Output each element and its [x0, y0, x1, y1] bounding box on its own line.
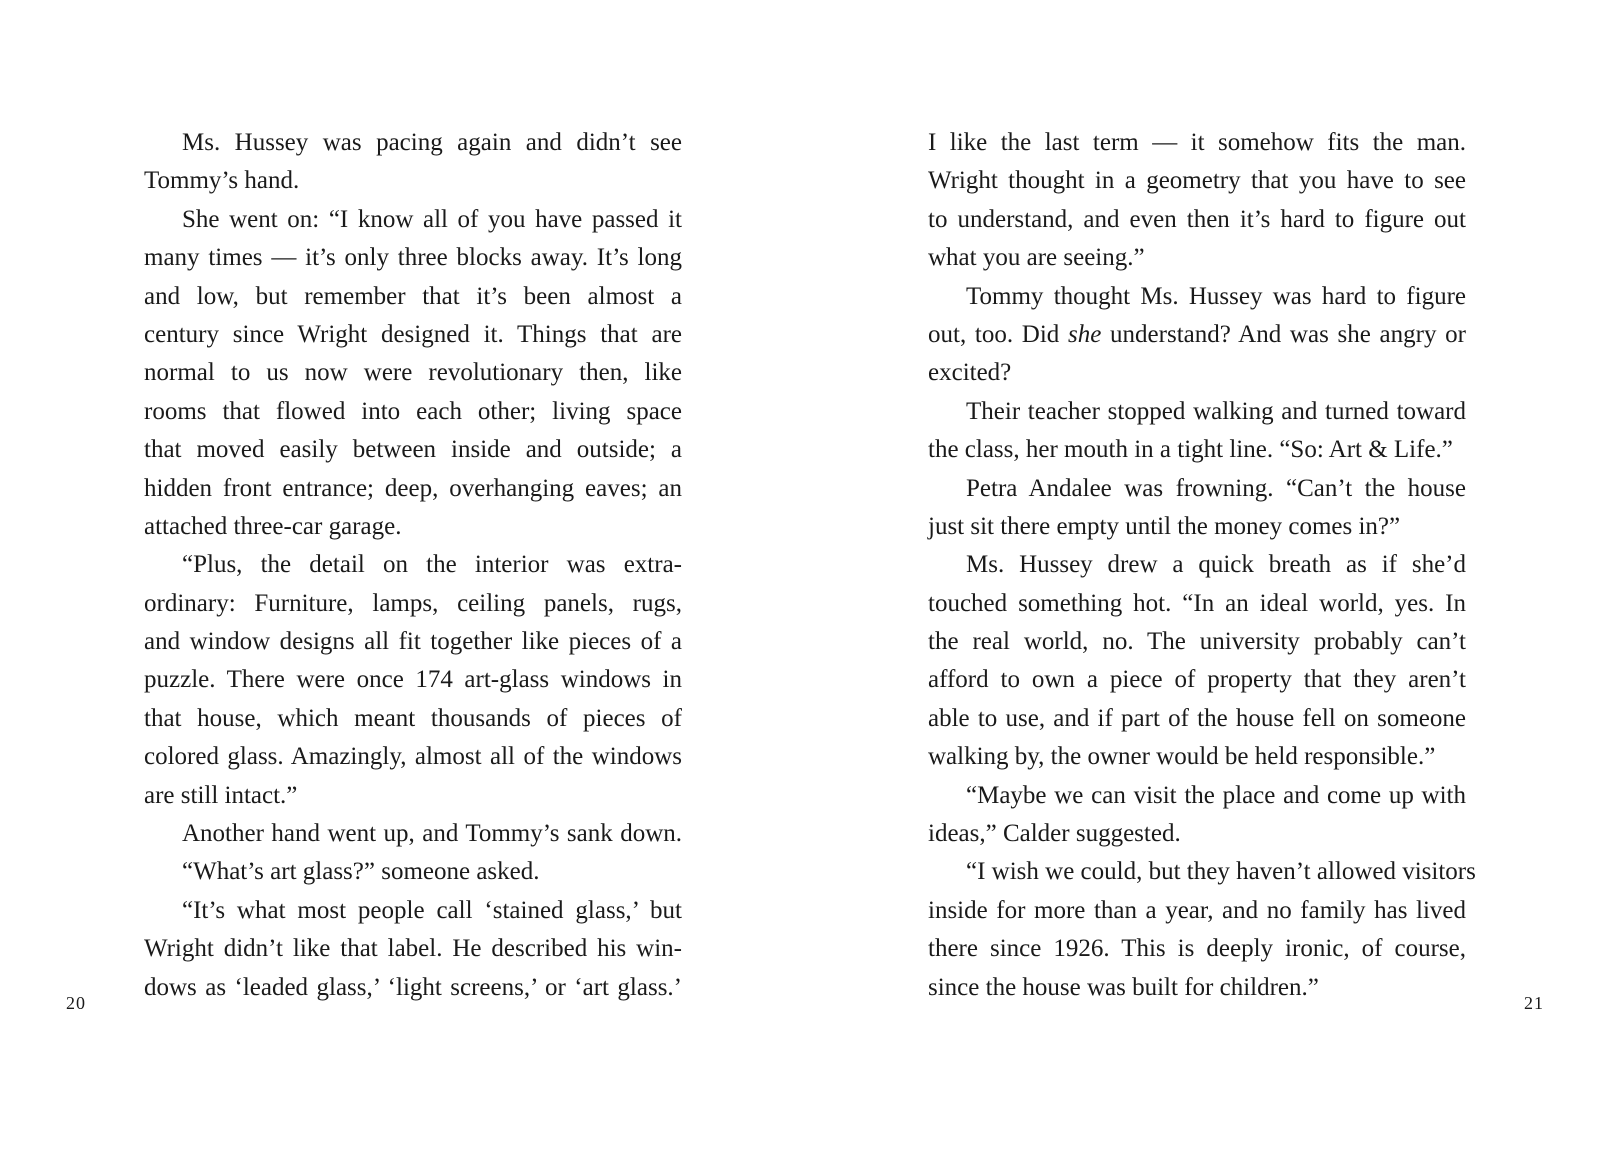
text-line: puzzle. There were once 174 art-glass windows in: [144, 666, 682, 694]
text-line: Ms. Hussey was pacing again and didn’t see: [182, 129, 682, 156]
right-page-text: [928, 124, 1476, 1007]
text-line: normal to us now were revolutionary then, like: [144, 359, 682, 387]
text-line: Tommy’s hand.: [144, 167, 300, 195]
text-line: that moved easily between inside and outside; a: [144, 436, 682, 464]
text-line: “What’s art glass?” someone asked.: [182, 858, 540, 886]
text-line: walking by, the owner would be held responsible.”: [928, 743, 1436, 771]
text-line: “Maybe we can visit the place and come up with: [966, 781, 1466, 809]
text-line: afford to own a piece of property that they aren’t: [928, 666, 1466, 694]
text-line: that house, which meant thousands of pieces of: [144, 704, 682, 732]
text-line: Wright thought in a geometry that you have to see: [928, 167, 1466, 195]
text-line: ideas,” Calder suggested.: [928, 820, 1181, 848]
text-line: Ms. Hussey drew a quick breath as if she’d: [966, 551, 1466, 579]
page-number-right: 21: [1524, 993, 1544, 1013]
left-page-text: [144, 124, 682, 1007]
emphasis: she: [1068, 320, 1102, 348]
text-line: since the house was built for children.”: [928, 973, 1319, 1001]
text-line: Petra Andalee was frowning. “Can’t the house: [966, 474, 1466, 502]
text-line: Another hand went up, and Tommy’s sank down.: [182, 820, 682, 848]
text-line: inside for more than a year, and no family has lived: [928, 896, 1466, 924]
text-line: dows as ‘leaded glass,’ ‘light screens,’ or ‘art glass.’: [144, 973, 682, 1001]
text-line: rooms that flowed into each other; living space: [144, 397, 682, 425]
text-line: what you are seeing.”: [928, 244, 1145, 272]
text-line: Tommy thought Ms. Hussey was hard to figure: [966, 282, 1466, 310]
text-line: colored glass. Amazingly, almost all of the windows: [144, 743, 682, 771]
text-line: touched something hot. “In an ideal world, yes. In: [928, 589, 1466, 617]
text-line: “It’s what most people call ‘stained glass,’ but: [182, 896, 682, 924]
text-line: “Plus, the detail on the interior was extra-: [182, 551, 682, 579]
page-number-left: 20: [66, 993, 86, 1013]
text-line: She went on: “I know all of you have passed it: [182, 205, 682, 233]
text-line: Wright didn’t like that label. He described his win-: [144, 935, 682, 963]
text-line: many times — it’s only three blocks away. It’s long: [144, 244, 682, 272]
text-line: just sit there empty until the money comes in?”: [928, 512, 1401, 540]
text-line: century since Wright designed it. Things that are: [144, 320, 682, 348]
text-line: the real world, no. The university probably can’t: [928, 628, 1466, 656]
text-line: attached three-car garage.: [144, 512, 402, 540]
text-line: and window designs all fit together like pieces of a: [144, 628, 682, 656]
text-line: Their teacher stopped walking and turned toward: [966, 397, 1466, 425]
text-line: and low, but remember that it’s been almost a: [144, 282, 682, 310]
text-line: the class, her mouth in a tight line. “So: Art & Life.”: [928, 436, 1453, 464]
text-line: hidden front entrance; deep, overhanging eaves; an: [144, 474, 682, 502]
text-line: ordinary: Furniture, lamps, ceiling panels, rugs,: [144, 589, 682, 617]
text-line: excited?: [928, 359, 1012, 387]
text-line: are still intact.”: [144, 781, 298, 809]
text-line: there since 1926. This is deeply ironic, of course,: [928, 935, 1466, 963]
text-line: I like the last term — it somehow fits the man.: [928, 129, 1466, 156]
text-line: able to use, and if part of the house fell on someone: [928, 704, 1466, 732]
text-line: to understand, and even then it’s hard to figure out: [928, 205, 1466, 233]
text-line: out, too. Did she understand? And was she angry or: [928, 320, 1466, 348]
text-line: “I wish we could, but they haven’t allowed visitors: [966, 858, 1476, 886]
